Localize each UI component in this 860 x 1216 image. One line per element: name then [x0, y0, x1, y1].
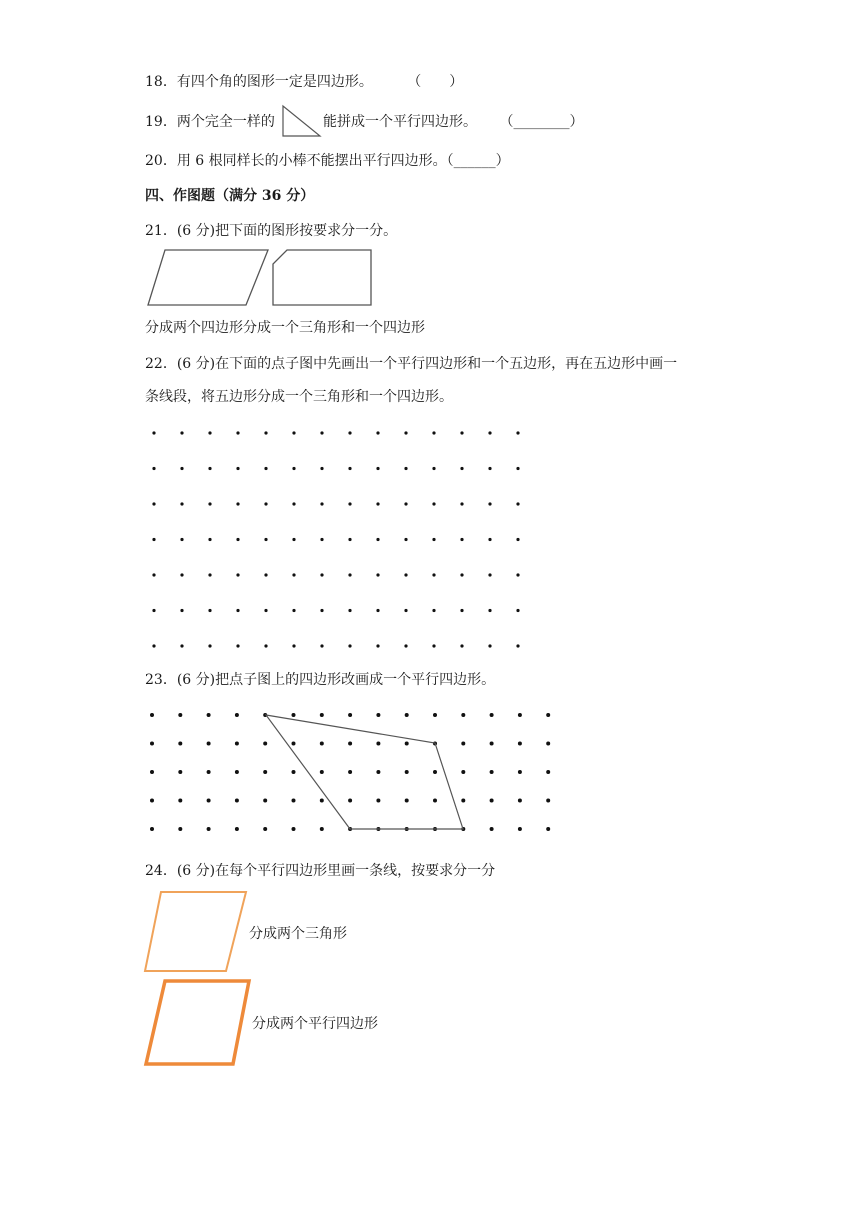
question-19-rest: [323, 112, 583, 132]
grid-dot[interactable]: [376, 502, 379, 505]
grid-dot[interactable]: [488, 538, 491, 541]
q24-label-1: 分成两个三角形: [249, 926, 347, 942]
q21-shapes: [145, 247, 375, 309]
right-triangle-figure: [281, 104, 323, 138]
grid-dot[interactable]: [235, 742, 239, 746]
grid-dot[interactable]: [488, 573, 491, 576]
grid-dot[interactable]: [460, 538, 463, 541]
grid-dot[interactable]: [488, 502, 491, 505]
question-22-line1: [145, 354, 677, 374]
grid-dot[interactable]: [150, 827, 154, 831]
grid-dot[interactable]: [404, 467, 407, 470]
grid-dot[interactable]: [235, 827, 239, 831]
grid-dot[interactable]: [264, 573, 267, 576]
grid-dot[interactable]: [516, 609, 519, 612]
grid-dot[interactable]: [178, 742, 182, 746]
grid-dot[interactable]: [180, 538, 183, 541]
grid-dot[interactable]: [516, 467, 519, 470]
grid-dot[interactable]: [207, 770, 211, 774]
grid-dot[interactable]: [348, 742, 352, 746]
grid-dot[interactable]: [208, 467, 211, 470]
grid-dot[interactable]: [292, 538, 295, 541]
q24-label-2: 分成两个平行四边形: [252, 1016, 378, 1032]
grid-dot[interactable]: [264, 431, 267, 434]
grid-dot[interactable]: [292, 609, 295, 612]
grid-dot[interactable]: [518, 713, 522, 717]
section-heading: [145, 186, 314, 206]
grid-dot[interactable]: [152, 502, 155, 505]
q21-cut-corner-rectangle: [273, 250, 371, 305]
grid-dot[interactable]: [178, 713, 182, 717]
grid-dot[interactable]: [264, 644, 267, 647]
section-4-title: 四、作图题（满分 36 分）: [145, 188, 315, 204]
grid-dot[interactable]: [235, 713, 239, 717]
grid-dot[interactable]: [180, 644, 183, 647]
grid-dot[interactable]: [236, 609, 239, 612]
grid-dot[interactable]: [150, 713, 154, 717]
grid-dot[interactable]: [432, 502, 435, 505]
grid-dot[interactable]: [546, 827, 550, 831]
grid-dot[interactable]: [208, 431, 211, 434]
grid-dot[interactable]: [208, 538, 211, 541]
grid-dot[interactable]: [460, 502, 463, 505]
grid-dot[interactable]: [178, 827, 182, 831]
grid-dot[interactable]: [490, 827, 494, 831]
grid-dot[interactable]: [488, 467, 491, 470]
grid-dot[interactable]: [320, 609, 323, 612]
grid-dot[interactable]: [236, 538, 239, 541]
grid-dot[interactable]: [433, 713, 437, 717]
grid-dot[interactable]: [348, 502, 351, 505]
grid-dot[interactable]: [348, 713, 352, 717]
grid-dot[interactable]: [516, 502, 519, 505]
grid-dot[interactable]: [236, 644, 239, 647]
grid-dot[interactable]: [264, 502, 267, 505]
grid-dot[interactable]: [348, 467, 351, 470]
question-23: [145, 670, 495, 690]
grid-dot[interactable]: [404, 538, 407, 541]
grid-dot[interactable]: [461, 799, 465, 803]
grid-dot[interactable]: [320, 573, 323, 576]
grid-dot[interactable]: [404, 573, 407, 576]
grid-dot[interactable]: [235, 799, 239, 803]
q23-dot-grid[interactable]: [140, 703, 570, 843]
grid-dot[interactable]: [488, 644, 491, 647]
grid-dot[interactable]: [292, 713, 296, 717]
grid-dot[interactable]: [292, 573, 295, 576]
grid-dot[interactable]: [292, 467, 295, 470]
q18-answer-blank[interactable]: （ ）: [407, 74, 464, 90]
grid-dot[interactable]: [236, 502, 239, 505]
grid-dot[interactable]: [150, 742, 154, 746]
grid-dot[interactable]: [460, 431, 463, 434]
grid-dot[interactable]: [546, 742, 550, 746]
grid-dot[interactable]: [376, 799, 380, 803]
grid-dot[interactable]: [152, 644, 155, 647]
grid-dot[interactable]: [490, 770, 494, 774]
q22-text-line1: 22．(6 分)在下面的点子图中先画出一个平行四边形和一个五边形，再在五边形中画一: [145, 356, 678, 372]
grid-dot[interactable]: [348, 770, 352, 774]
grid-dot[interactable]: [348, 799, 352, 803]
grid-dot[interactable]: [348, 431, 351, 434]
question-18: [145, 72, 463, 92]
grid-dot[interactable]: [152, 609, 155, 612]
q19-text-post: 能拼成一个平行四边形。: [323, 114, 477, 130]
grid-dot[interactable]: [320, 827, 324, 831]
q23-text: 23．(6 分)把点子图上的四边形改画成一个平行四边形。: [145, 672, 496, 688]
grid-dot[interactable]: [178, 770, 182, 774]
grid-dot[interactable]: [150, 799, 154, 803]
grid-dot[interactable]: [432, 573, 435, 576]
grid-dot[interactable]: [516, 431, 519, 434]
grid-dot[interactable]: [236, 573, 239, 576]
grid-dot[interactable]: [404, 431, 407, 434]
grid-dot[interactable]: [376, 431, 379, 434]
q22-text-line2: 条线段，将五边形分成一个三角形和一个四边形。: [145, 389, 453, 405]
grid-dot[interactable]: [180, 609, 183, 612]
q20-text: 20．用 6 根同样长的小棒不能摆出平行四边形。（______）: [145, 153, 510, 169]
grid-dot[interactable]: [460, 573, 463, 576]
q24-text: 24．(6 分)在每个平行四边形里画一条线，按要求分一分: [145, 863, 496, 879]
question-21: [145, 221, 397, 241]
grid-dot[interactable]: [376, 573, 379, 576]
grid-dot[interactable]: [488, 431, 491, 434]
grid-dot[interactable]: [152, 431, 155, 434]
grid-dot[interactable]: [236, 467, 239, 470]
grid-dot[interactable]: [432, 609, 435, 612]
grid-dot[interactable]: [235, 770, 239, 774]
grid-dot[interactable]: [320, 799, 324, 803]
grid-dot[interactable]: [461, 770, 465, 774]
grid-dot[interactable]: [376, 644, 379, 647]
grid-dot[interactable]: [292, 799, 296, 803]
grid-dot[interactable]: [320, 713, 324, 717]
grid-dot[interactable]: [488, 609, 491, 612]
grid-dot[interactable]: [152, 573, 155, 576]
grid-dot[interactable]: [490, 742, 494, 746]
grid-dot[interactable]: [433, 799, 437, 803]
grid-dot[interactable]: [180, 467, 183, 470]
question-20: [145, 151, 510, 171]
grid-dot[interactable]: [263, 799, 267, 803]
q21-caption: 分成两个四边形分成一个三角形和一个四边形: [145, 320, 425, 336]
grid-dot[interactable]: [348, 644, 351, 647]
grid-dot[interactable]: [516, 538, 519, 541]
grid-dot[interactable]: [207, 799, 211, 803]
grid-dot[interactable]: [432, 644, 435, 647]
grid-dot[interactable]: [516, 644, 519, 647]
grid-dot[interactable]: [546, 713, 550, 717]
grid-dot[interactable]: [546, 770, 550, 774]
grid-dot[interactable]: [180, 573, 183, 576]
grid-dot[interactable]: [180, 431, 183, 434]
grid-dot[interactable]: [292, 770, 296, 774]
grid-dot[interactable]: [461, 713, 465, 717]
grid-dot[interactable]: [292, 827, 296, 831]
grid-dot[interactable]: [178, 799, 182, 803]
grid-dot[interactable]: [518, 827, 522, 831]
grid-dot[interactable]: [405, 799, 409, 803]
grid-dot[interactable]: [376, 538, 379, 541]
grid-dot[interactable]: [207, 713, 211, 717]
question-22-line2: [145, 387, 453, 407]
grid-dot[interactable]: [207, 742, 211, 746]
grid-dot[interactable]: [348, 538, 351, 541]
grid-dot[interactable]: [433, 770, 437, 774]
grid-dot[interactable]: [405, 770, 409, 774]
grid-dot[interactable]: [180, 502, 183, 505]
grid-dot[interactable]: [405, 742, 409, 746]
question-24: [145, 861, 495, 881]
grid-dot[interactable]: [152, 467, 155, 470]
grid-dot[interactable]: [490, 799, 494, 803]
grid-dot[interactable]: [320, 770, 324, 774]
grid-dot[interactable]: [460, 644, 463, 647]
grid-dot[interactable]: [348, 609, 351, 612]
grid-dot[interactable]: [208, 644, 211, 647]
q21-text: 21．(6 分)把下面的图形按要求分一分。: [145, 223, 398, 239]
grid-dot[interactable]: [264, 609, 267, 612]
grid-dot[interactable]: [376, 713, 380, 717]
grid-dot[interactable]: [292, 742, 296, 746]
grid-dot[interactable]: [207, 827, 211, 831]
q19-answer-blank[interactable]: （________）: [499, 114, 584, 130]
grid-dot[interactable]: [263, 770, 267, 774]
grid-dot[interactable]: [152, 538, 155, 541]
grid-dot[interactable]: [292, 431, 295, 434]
grid-dot[interactable]: [518, 742, 522, 746]
q21-parallelogram: [148, 250, 268, 305]
grid-dot[interactable]: [432, 431, 435, 434]
grid-dot[interactable]: [404, 502, 407, 505]
grid-dot[interactable]: [516, 573, 519, 576]
grid-dot[interactable]: [460, 467, 463, 470]
grid-dot[interactable]: [320, 644, 323, 647]
grid-dot[interactable]: [320, 538, 323, 541]
grid-dot[interactable]: [263, 827, 267, 831]
grid-dot[interactable]: [490, 713, 494, 717]
question-19: [145, 112, 275, 132]
grid-dot[interactable]: [264, 467, 267, 470]
q19-text-pre: 19．两个完全一样的: [145, 114, 275, 130]
grid-dot[interactable]: [518, 770, 522, 774]
grid-dot[interactable]: [376, 467, 379, 470]
grid-dot[interactable]: [376, 609, 379, 612]
grid-dot[interactable]: [404, 609, 407, 612]
grid-dot[interactable]: [208, 502, 211, 505]
grid-dot[interactable]: [320, 431, 323, 434]
grid-dot[interactable]: [292, 644, 295, 647]
grid-dot[interactable]: [236, 431, 239, 434]
grid-dot[interactable]: [518, 799, 522, 803]
grid-dot[interactable]: [208, 609, 211, 612]
q22-dot-grid[interactable]: [140, 420, 540, 660]
grid-dot[interactable]: [150, 770, 154, 774]
grid-dot[interactable]: [432, 538, 435, 541]
grid-dot[interactable]: [405, 713, 409, 717]
grid-dot[interactable]: [461, 742, 465, 746]
grid-dot[interactable]: [320, 502, 323, 505]
q24-parallelogram-2[interactable]: [140, 977, 255, 1069]
grid-dot[interactable]: [320, 467, 323, 470]
q21-caption-line: [145, 318, 425, 338]
grid-dot[interactable]: [320, 742, 324, 746]
grid-dot[interactable]: [404, 644, 407, 647]
grid-dot[interactable]: [348, 573, 351, 576]
grid-dot[interactable]: [376, 742, 380, 746]
grid-dot[interactable]: [264, 538, 267, 541]
grid-dot[interactable]: [546, 799, 550, 803]
grid-dot[interactable]: [376, 770, 380, 774]
grid-dot[interactable]: [208, 573, 211, 576]
grid-dot[interactable]: [460, 609, 463, 612]
q24-parallelogram-1[interactable]: [140, 888, 250, 976]
q18-text: 18．有四个角的图形一定是四边形。: [145, 74, 373, 90]
grid-dot[interactable]: [432, 467, 435, 470]
grid-dot[interactable]: [292, 502, 295, 505]
grid-dot[interactable]: [263, 742, 267, 746]
